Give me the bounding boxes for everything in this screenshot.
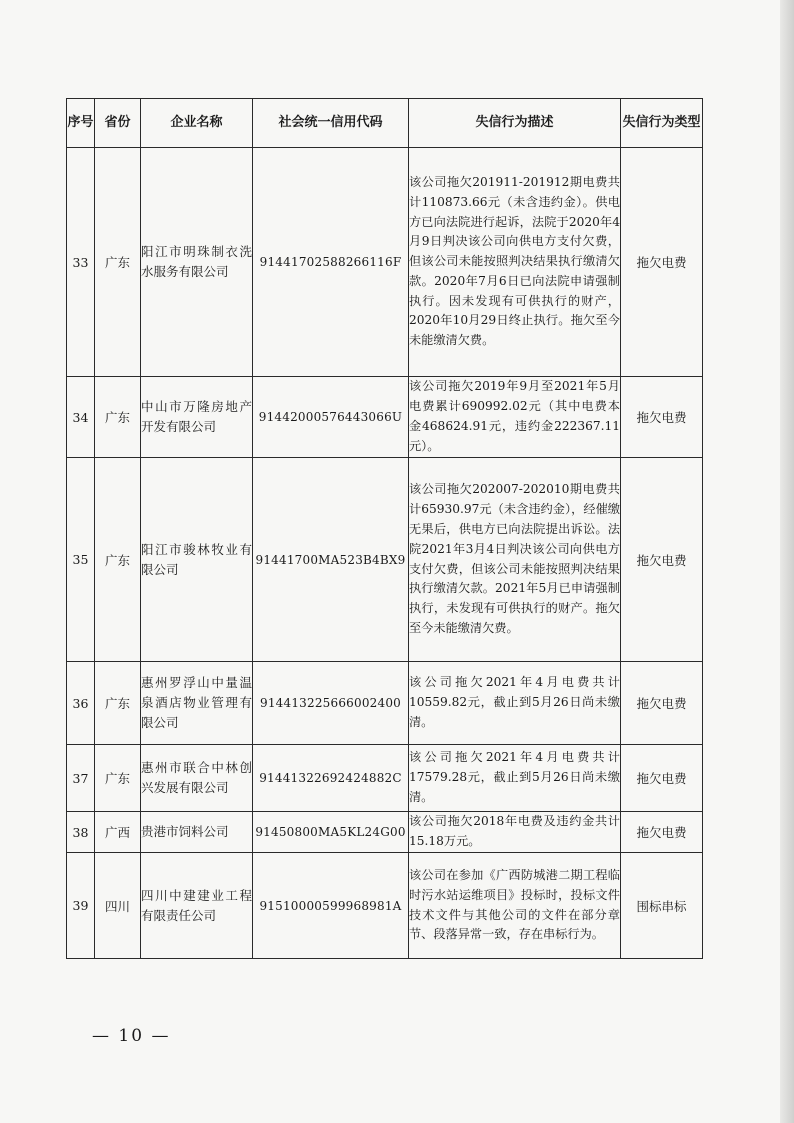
cell-code: 91450800MA5KL24G00 [253,812,409,853]
cell-description: 该公司拖欠201911-201912期电费共计110873.66元（未含违约金）。供电方已向法院进行起诉，法院于2020年4月9日判决该公司向供电方支付欠费，但该公司未能按照判决结果执行缴清欠款。2020年7月6日已向法院申请强制执行。因未发现有可供执行的财产，2020年10月29日终止执行。拖欠至今未能缴清欠费。 [409,148,621,377]
cell-type: 拖欠电费 [621,377,703,458]
cell-company: 四川中建建业工程有限责任公司 [141,853,253,959]
cell-company: 中山市万隆房地产开发有限公司 [141,377,253,458]
cell-seq: 35 [67,458,95,662]
cell-type: 拖欠电费 [621,745,703,812]
header-code: 社会统一信用代码 [253,99,409,148]
cell-description: 该公司拖欠2021年4月电费共计10559.82元，截止到5月26日尚未缴清。 [409,662,621,745]
table-row [67,377,703,458]
header-province: 省份 [95,99,141,148]
cell-type: 拖欠电费 [621,812,703,853]
cell-description: 该公司拖欠2019年9月至2021年5月电费累计690992.02元（其中电费本金468624.91元，违约金222367.11元）。 [409,377,621,458]
cell-code: 91510000599968981A [253,853,409,959]
cell-description: 该公司在参加《广西防城港二期工程临时污水站运维项目》投标时，投标文件技术文件与其他公司的文件在部分章节、段落异常一致，存在串标行为。 [409,853,621,959]
cell-company: 惠州罗浮山中量温泉酒店物业管理有限公司 [141,662,253,745]
cell-code: 91441322692424882C [253,745,409,812]
cell-province: 广东 [95,458,141,662]
cell-type: 拖欠电费 [621,662,703,745]
cell-type: 拖欠电费 [621,458,703,662]
cell-province: 四川 [95,853,141,959]
table-row [67,662,703,745]
dishonesty-table [66,98,703,959]
cell-company: 阳江市骏林牧业有限公司 [141,458,253,662]
cell-company: 惠州市联合中林创兴发展有限公司 [141,745,253,812]
table-header-row [67,99,703,148]
cell-province: 广东 [95,148,141,377]
cell-seq: 39 [67,853,95,959]
cell-province: 广西 [95,812,141,853]
table-row [67,458,703,662]
cell-description: 该公司拖欠202007-202010期电费共计65930.97元（未含违约金），经催缴无果后，供电方已向法院提出诉讼。法院2021年3月4日判决该公司向供电方支付欠费，但该公司未能按照判决结果执行缴清欠款。2021年5月已申请强制执行，未发现有可供执行的财产。拖欠至今未能缴清欠费。 [409,458,621,662]
cell-company: 阳江市明珠制衣洗水服务有限公司 [141,148,253,377]
cell-type: 围标串标 [621,853,703,959]
cell-code: 91441700MA523B4BX9 [253,458,409,662]
cell-province: 广东 [95,377,141,458]
cell-seq: 36 [67,662,95,745]
scan-edge [780,0,794,1123]
cell-code: 91441702588266116F [253,148,409,377]
cell-seq: 34 [67,377,95,458]
header-seq: 序号 [67,99,95,148]
cell-code: 91442000576443066U [253,377,409,458]
cell-province: 广东 [95,745,141,812]
table-row [67,745,703,812]
cell-company: 贵港市饲料公司 [141,812,253,853]
cell-seq: 38 [67,812,95,853]
header-company: 企业名称 [141,99,253,148]
cell-description: 该公司拖欠2018年电费及违约金共计15.18万元。 [409,812,621,853]
table-row [67,853,703,959]
cell-code: 914413225666002400 [253,662,409,745]
cell-description: 该公司拖欠2021年4月电费共计17579.28元，截止到5月26日尚未缴清。 [409,745,621,812]
header-type: 失信行为类型 [621,99,703,148]
table-row [67,148,703,377]
cell-seq: 33 [67,148,95,377]
page-number: — 10 — [92,1026,171,1046]
cell-seq: 37 [67,745,95,812]
table-row [67,812,703,853]
cell-province: 广东 [95,662,141,745]
cell-type: 拖欠电费 [621,148,703,377]
header-description: 失信行为描述 [409,99,621,148]
